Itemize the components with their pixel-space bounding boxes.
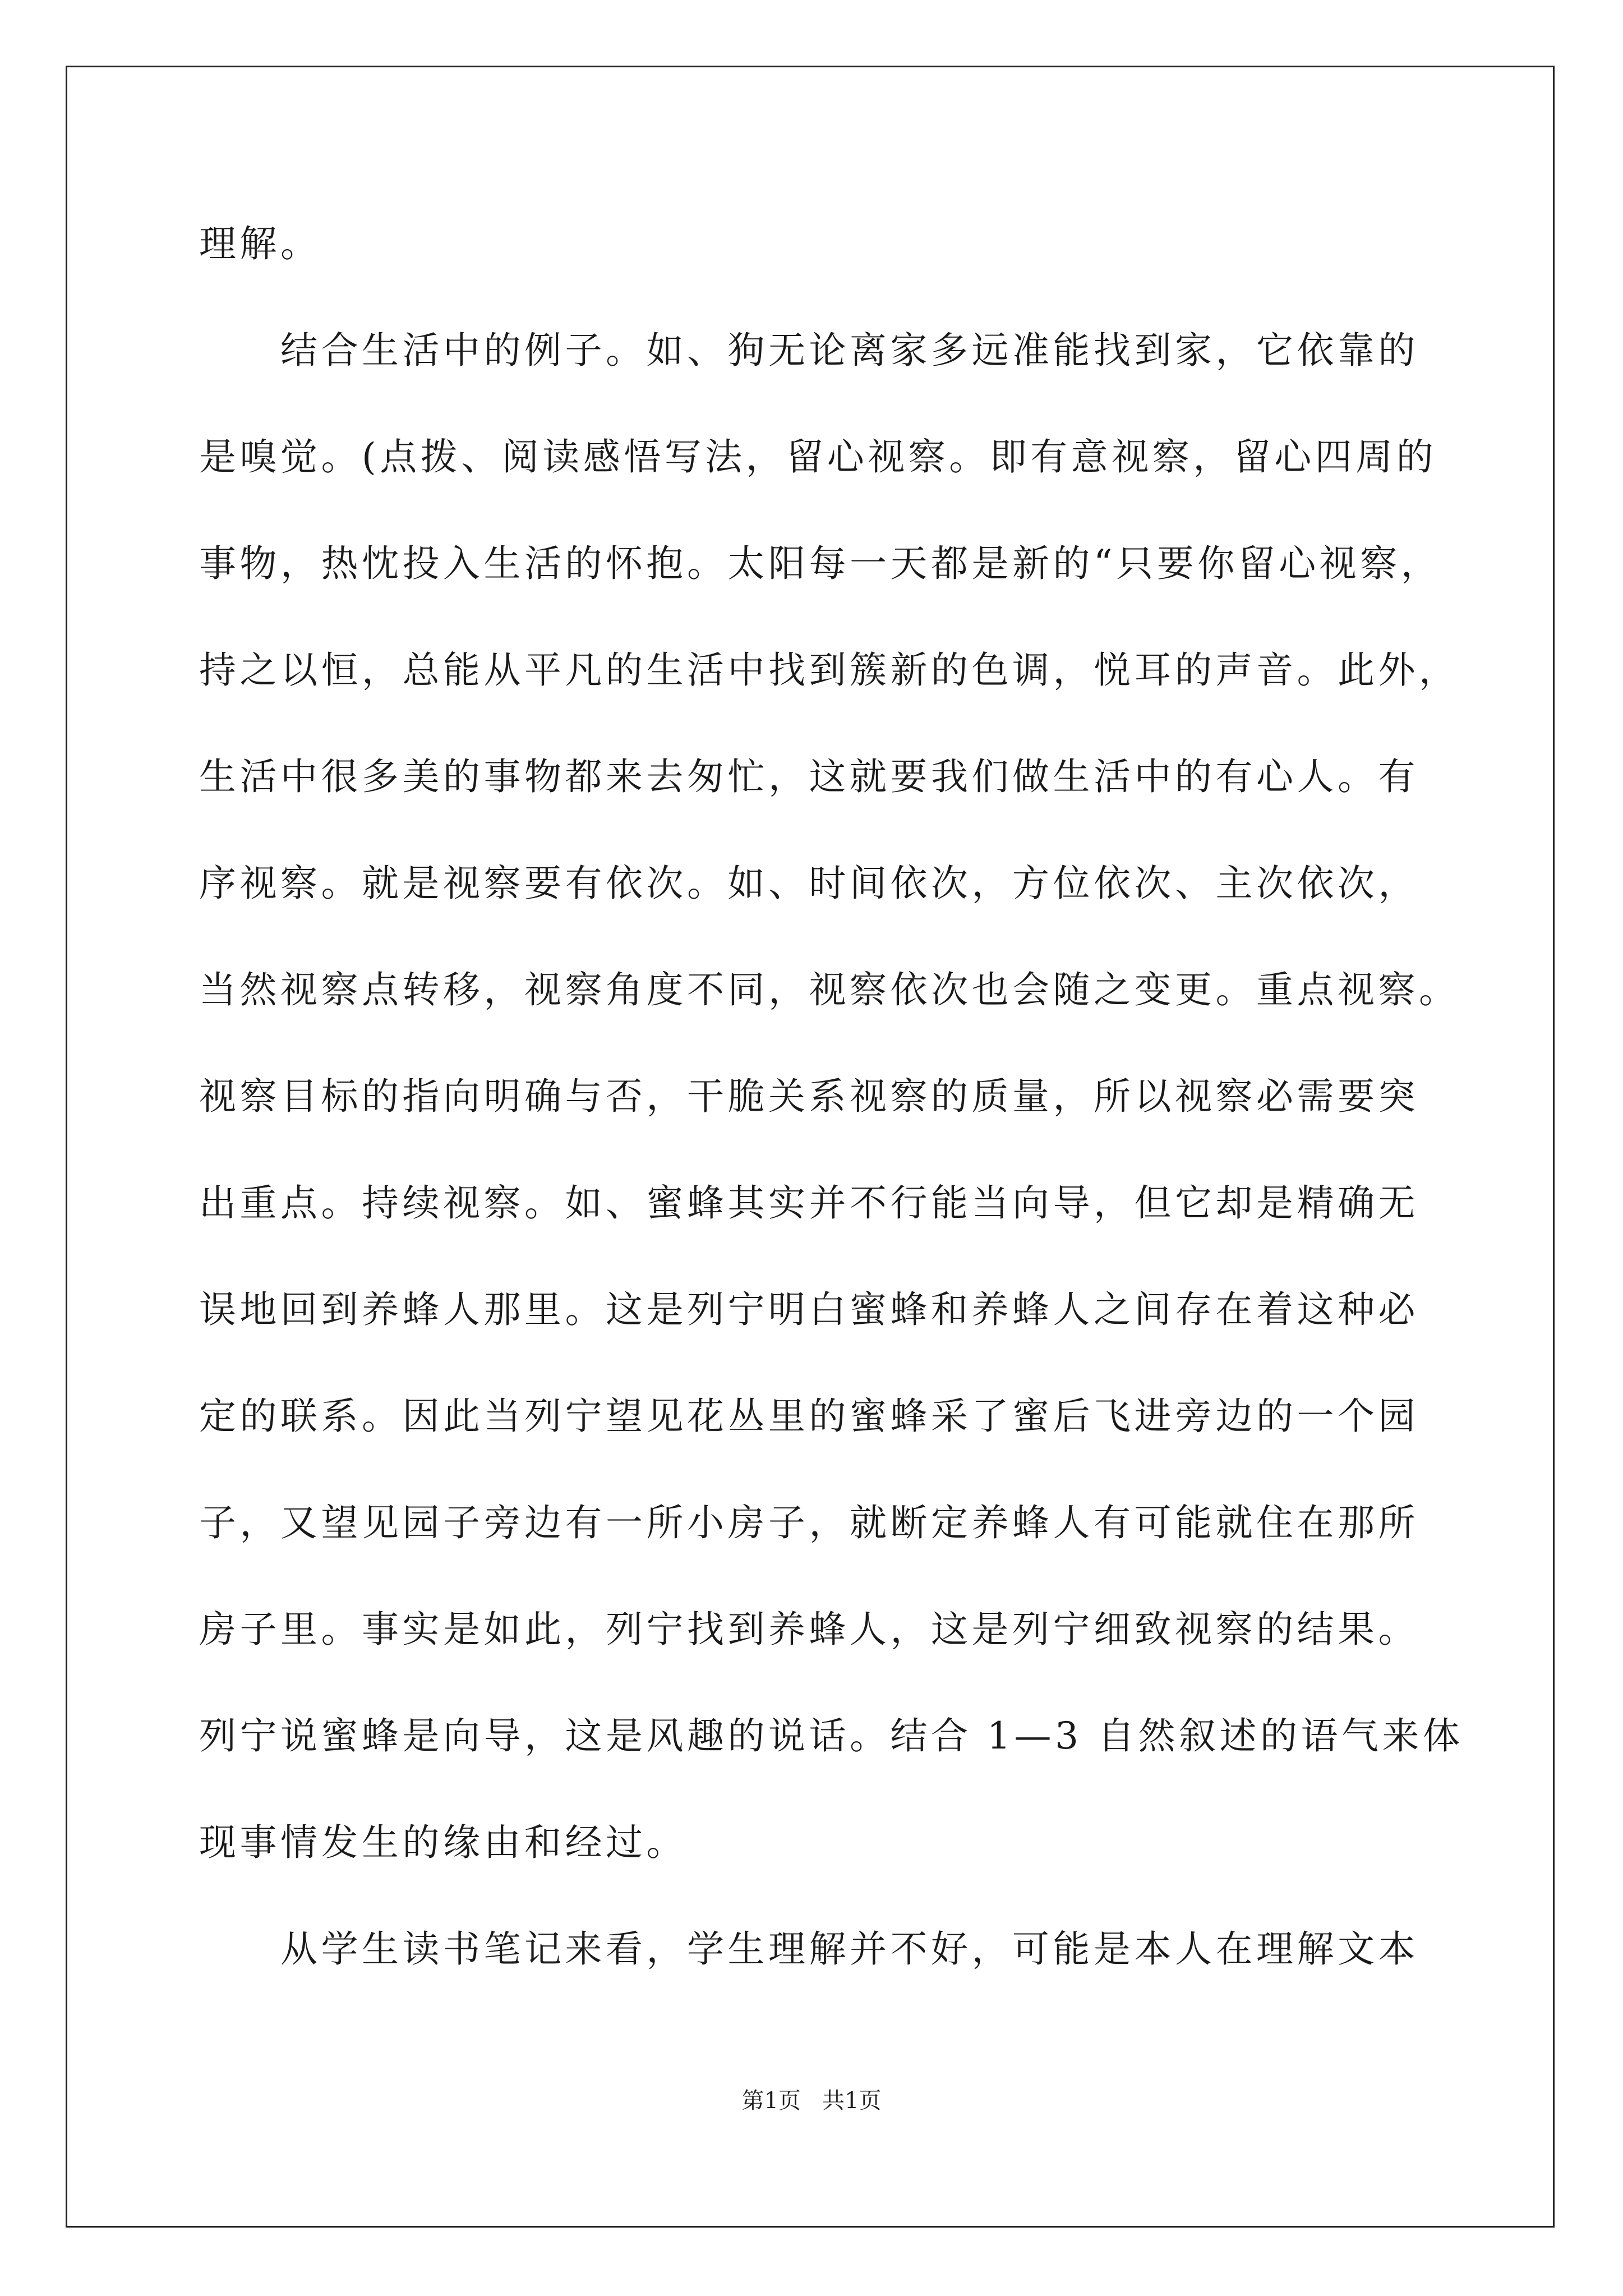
text-line-7: 序视察。就是视察要有依次。如、时间依次，方位依次、主次依次，: [199, 862, 1419, 905]
text-line-9: 视察目标的指向明确与否，干脆关系视察的质量，所以视察必需要突: [199, 1075, 1419, 1118]
text-line-10: 出重点。持续视察。如、蜜蜂其实并不行能当向导，但它却是精确无: [199, 1181, 1419, 1225]
text-line-3: 是嗅觉。(点拨、阅读感悟写法，留心视察。即有意视察，留心四周的: [199, 435, 1437, 478]
text-line-17: 从学生读书笔记来看，学生理解并不好，可能是本人在理解文本: [280, 1927, 1419, 1971]
text-line-4: 事物，热忱投入生活的怀抱。太阳每一天都是新的“只要你留心视察，: [199, 542, 1442, 585]
text-line-8: 当然视察点转移，视察角度不同，视察依次也会随之变更。重点视察。: [199, 968, 1460, 1011]
text-line-2: 结合生活中的例子。如、狗无论离家多远准能找到家，它依靠的: [280, 329, 1419, 372]
text-line-1: 理解。: [199, 222, 321, 265]
text-line-11: 误地回到养蜂人那里。这是列宁明白蜜蜂和养蜂人之间存在着这种必: [199, 1288, 1419, 1331]
page-footer: 第1页 共1页: [741, 2088, 882, 2114]
text-line-13: 子，又望见园子旁边有一所小房子，就断定养蜂人有可能就住在那所: [199, 1501, 1419, 1544]
text-line-6: 生活中很多美的事物都来去匆忙，这就要我们做生活中的有心人。有: [199, 755, 1419, 798]
text-line-15: 列宁说蜜蜂是向导，这是风趣的说话。结合 1—3 自然叙述的语气来体: [199, 1714, 1464, 1757]
text-line-14: 房子里。事实是如此，列宁找到养蜂人，这是列宁细致视察的结果。: [199, 1608, 1419, 1651]
text-line-12: 定的联系。因此当列宁望见花丛里的蜜蜂采了蜜后飞进旁边的一个园: [199, 1395, 1419, 1438]
page-border: [66, 66, 1555, 2228]
text-line-5: 持之以恒，总能从平凡的生活中找到簇新的色调，悦耳的声音。此外，: [199, 648, 1460, 692]
text-line-16: 现事情发生的缘由和经过。: [199, 1821, 687, 1864]
